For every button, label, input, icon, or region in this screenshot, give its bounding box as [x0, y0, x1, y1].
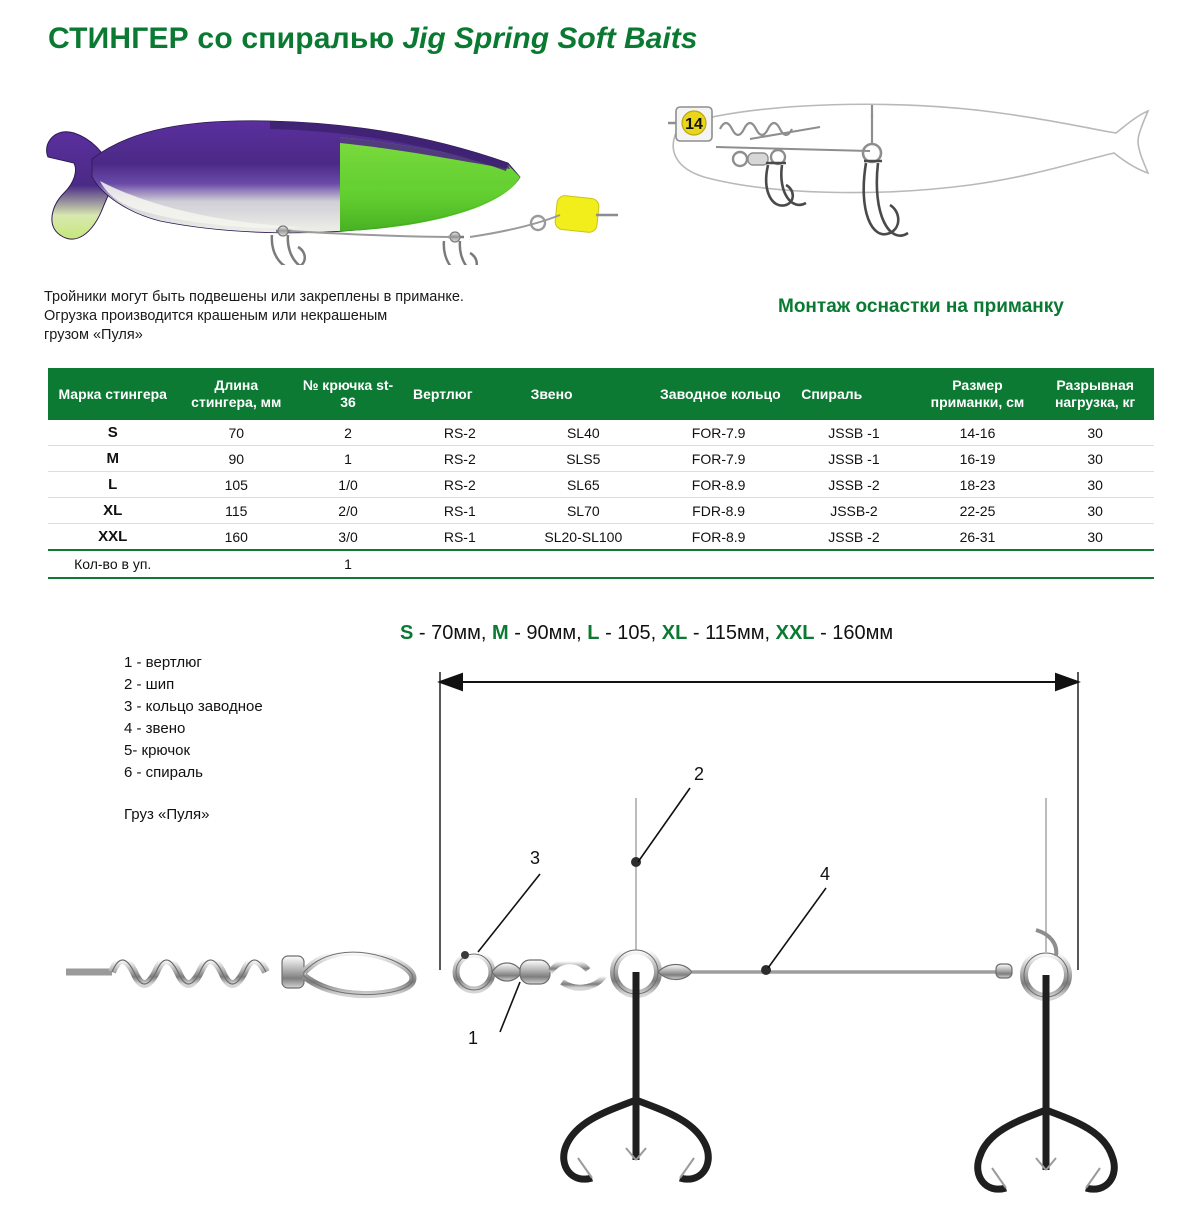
qty-spacer-2: [401, 550, 519, 578]
cell-swivel: RS-2: [401, 420, 519, 446]
rig-schematic-svg: [0, 600, 1200, 1200]
cell-bait-size: 14-16: [919, 420, 1037, 446]
list-item: 4 - звено: [124, 720, 186, 737]
list-item: 1 - вертлюг: [124, 654, 202, 671]
table-row: [48, 524, 1154, 551]
table-header-split-ring: Заводное кольцо: [648, 368, 789, 420]
table-row: [48, 446, 1154, 472]
cell-split-ring: FOR-8.9: [648, 524, 789, 551]
size-label-s: S: [400, 622, 414, 644]
bullet-weight-spiral: [66, 952, 452, 994]
specifications-table: [48, 368, 1154, 579]
cell-link: SL40: [519, 420, 648, 446]
size-label-l: L: [587, 622, 600, 644]
qty-label: Кол-во в уп.: [48, 550, 177, 578]
qty-spacer-6: [919, 550, 1037, 578]
cell-swivel: RS-1: [401, 498, 519, 524]
callout-leaders: [478, 788, 826, 1032]
cell-brand: XXL: [48, 524, 177, 551]
size-value-l: - 105,: [599, 622, 662, 644]
cell-link: SLS5: [519, 446, 648, 472]
swivel-left: [492, 960, 604, 988]
cell-length: 105: [177, 472, 295, 498]
soft-bait-photo: [40, 85, 620, 265]
cell-length: 70: [177, 420, 295, 446]
cell-split-ring: FOR-8.9: [648, 472, 789, 498]
table-header-length: Длина стингера, мм: [177, 368, 295, 420]
cell-swivel: RS-2: [401, 472, 519, 498]
cell-spiral: JSSB -2: [789, 524, 918, 551]
size-value-xl: - 115мм,: [687, 622, 776, 644]
cell-brand: M: [48, 446, 177, 472]
list-item: 3 - кольцо заводное: [124, 698, 263, 715]
qty-spacer-5: [789, 550, 918, 578]
size-label-m: M: [491, 622, 509, 644]
table-header-brand: Марка стингера: [48, 368, 177, 420]
table-header-spiral: Спираль: [789, 368, 918, 420]
cell-hook: 1: [295, 446, 401, 472]
callout-2: 2: [694, 764, 705, 784]
rig-schematic: [0, 600, 1200, 1200]
dimension-arrow: [440, 672, 1078, 970]
cell-brand: XL: [48, 498, 177, 524]
cell-spiral: JSSB -1: [789, 420, 918, 446]
callout-4: 4: [820, 864, 831, 884]
callout-3: 3: [530, 848, 541, 868]
cell-swivel: RS-1: [401, 524, 519, 551]
cell-spiral: JSSB -1: [789, 446, 918, 472]
table-header-link: Звено: [519, 368, 648, 420]
cell-bait-size: 26-31: [919, 524, 1037, 551]
cell-hook: 3/0: [295, 524, 401, 551]
qty-spacer-7: [1036, 550, 1154, 578]
cell-split-ring: FDR-8.9: [648, 498, 789, 524]
qty-spacer-1: [177, 550, 295, 578]
cell-split-ring: FOR-7.9: [648, 420, 789, 446]
page-title-sub: Jig Spring Soft Baits: [402, 22, 698, 55]
cell-hook: 1/0: [295, 472, 401, 498]
cell-bait-size: 18-23: [919, 472, 1037, 498]
cell-length: 90: [177, 446, 295, 472]
qty-value: 1: [295, 550, 401, 578]
usage-note-line-2: Огрузка производится крашеным или некрашеным: [44, 308, 388, 324]
qty-spacer-3: [519, 550, 648, 578]
table-row: [48, 472, 1154, 498]
table-header-swivel: Вертлюг: [401, 368, 519, 420]
table-qty-row: [48, 550, 1154, 578]
size-label-xl: XL: [661, 622, 688, 644]
cell-hook: 2/0: [295, 498, 401, 524]
page-title: [48, 22, 1148, 68]
cell-link: SL70: [519, 498, 648, 524]
table-header-bait-size: Размер приманки, см: [919, 368, 1037, 420]
cell-link: SL65: [519, 472, 648, 498]
table-header-row: [48, 368, 1154, 420]
weight-note: Груз «Пуля»: [124, 806, 210, 823]
cell-spiral: JSSB -2: [789, 472, 918, 498]
callout-1: 1: [468, 1028, 479, 1048]
cell-brand: L: [48, 472, 177, 498]
size-value-m: - 90мм,: [508, 622, 588, 644]
rig-caption: Монтаж оснастки на приманку: [778, 296, 1064, 317]
table-header-hook: № крючка st-36: [295, 368, 401, 420]
cell-brand: S: [48, 420, 177, 446]
cell-hook: 2: [295, 420, 401, 446]
soft-bait-illustration: [40, 85, 620, 265]
connector-wire: [692, 964, 1012, 978]
cell-split-ring: FOR-7.9: [648, 446, 789, 472]
table-header-breaking-load: Разрывная нагрузка, кг: [1036, 368, 1154, 420]
table-row: [48, 498, 1154, 524]
cell-breaking-load: 30: [1036, 524, 1154, 551]
cell-breaking-load: 30: [1036, 498, 1154, 524]
usage-note-line-3: грузом «Пуля»: [44, 327, 143, 343]
cell-bait-size: 16-19: [919, 446, 1037, 472]
size-value-s: - 70мм,: [413, 622, 492, 644]
cell-breaking-load: 30: [1036, 472, 1154, 498]
rig-assembly-photo: [620, 85, 1160, 275]
cell-length: 115: [177, 498, 295, 524]
list-item: 6 - спираль: [124, 764, 203, 781]
cell-breaking-load: 30: [1036, 446, 1154, 472]
cell-length: 160: [177, 524, 295, 551]
size-label-xxl: XXL: [775, 622, 815, 644]
cell-spiral: JSSB-2: [789, 498, 918, 524]
usage-note: [44, 288, 584, 345]
split-ring-left: [456, 951, 492, 990]
size-value-xxl: - 160мм: [814, 622, 894, 644]
qty-spacer-4: [648, 550, 789, 578]
list-item: 5- крючок: [124, 742, 191, 759]
table-row: [48, 420, 1154, 446]
rig-assembly-illustration: [620, 85, 1160, 275]
svg-text:14: 14: [685, 116, 703, 133]
list-item: 2 - шип: [124, 676, 175, 693]
cell-link: SL20-SL100: [519, 524, 648, 551]
usage-note-line-1: Тройники могут быть подвешены или закреплены в приманке.: [44, 289, 464, 305]
cell-swivel: RS-2: [401, 446, 519, 472]
cell-breaking-load: 30: [1036, 420, 1154, 446]
right-assembly: [978, 798, 1115, 1189]
cell-bait-size: 22-25: [919, 498, 1037, 524]
page-title-main: СТИНГЕР со спиралью: [48, 22, 395, 55]
